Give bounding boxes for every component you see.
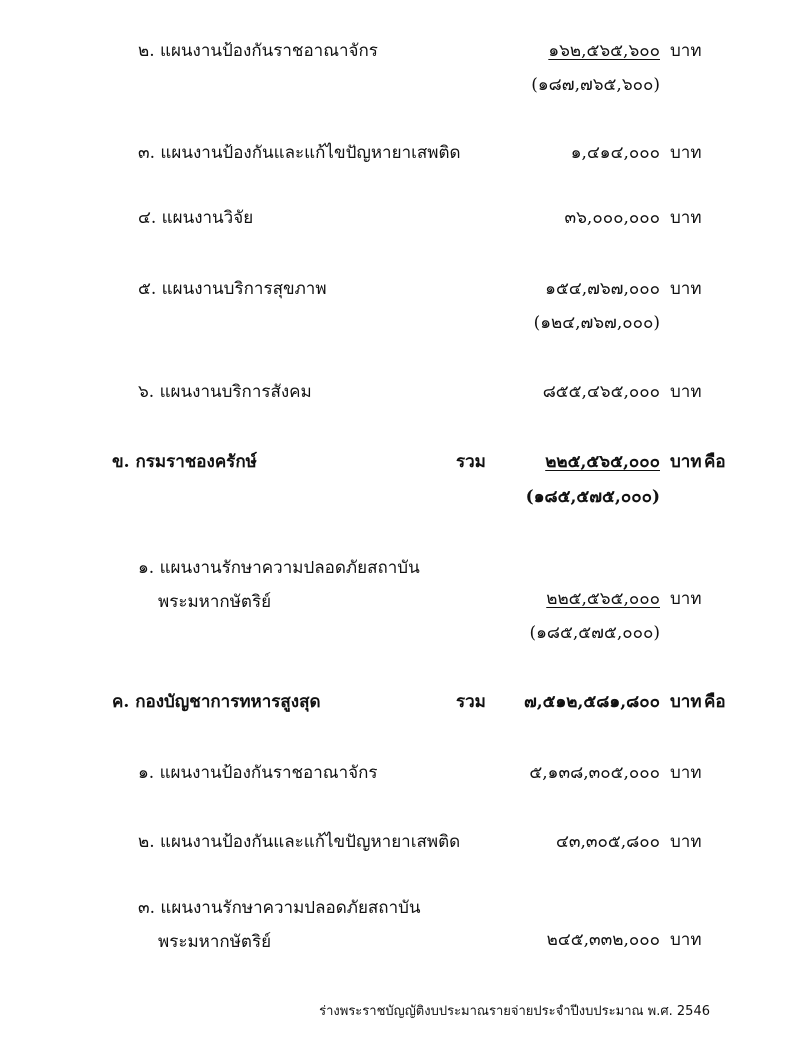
plan-label: ๖. แผนงานบริการสังคม [138,382,312,402]
unit-label: บาท [670,589,702,609]
total-label: รวม [456,452,486,472]
section-total-amount: ๒๒๕,๕๖๕,๐๐๐ [545,452,660,472]
unit-label: บาท [670,279,702,299]
plan-amount: ๒๔๕,๓๓๒,๐๐๐ [546,930,660,950]
prior-amount: (๑๘๕,๕๗๕,๐๐๐) [525,487,660,507]
unit-label: บาท [670,143,702,163]
plan-label-cont: พระมหากษัตริย์ [158,592,272,612]
unit-label: บาท [670,692,702,712]
section-heading: ค. กองบัญชาการทหารสูงสุด [112,692,321,712]
plan-label: ๒. แผนงานป้องกันและแก้ไขปัญหายาเสพติด [138,832,461,852]
plan-amount: ๔๓,๓๐๕,๘๐๐ [555,832,660,852]
prior-amount: (๑๘๕,๕๗๕,๐๐๐) [529,623,660,643]
prior-amount: (๑๘๗,๗๖๕,๖๐๐) [531,75,660,95]
unit-label: บาท [670,382,702,402]
unit-label: บาท [670,930,702,950]
plan-amount: ๕,๑๓๘,๓๐๕,๐๐๐ [529,763,660,783]
plan-label-cont: พระมหากษัตริย์ [158,932,272,952]
plan-label: ๔. แผนงานวิจัย [138,208,254,228]
plan-label: ๓. แผนงานรักษาความปลอดภัยสถาบัน [138,898,421,918]
section-total-amount: ๗,๕๑๒,๕๘๑,๘๐๐ [523,692,660,712]
unit-label: บาท [670,832,702,852]
plan-amount: ๑,๔๑๔,๐๐๐ [570,143,660,163]
plan-amount: ๑๕๔,๗๖๗,๐๐๐ [545,279,660,299]
plan-label: ๒. แผนงานป้องกันราชอาณาจักร [138,41,378,61]
total-label: รวม [456,692,486,712]
plan-amount: ๓๖,๐๐๐,๐๐๐ [564,208,660,228]
plan-label: ๑. แผนงานรักษาความปลอดภัยสถาบัน [138,558,420,578]
plan-amount: ๑๖๒,๕๖๕,๖๐๐ [548,41,660,61]
plan-label: ๕. แผนงานบริการสุขภาพ [138,279,327,299]
page-footer: ร่างพระราชบัญญัติงบประมาณรายจ่ายประจำปีงบประมาณ พ.ศ. 2546 [319,1004,710,1019]
plan-amount: ๒๒๕,๕๖๕,๐๐๐ [546,589,660,609]
plan-label: ๑. แผนงานป้องกันราชอาณาจักร [138,763,378,783]
plan-label: ๓. แผนงานป้องกันและแก้ไขปัญหายาเสพติด [138,143,461,163]
suffix-label: คือ [704,452,726,472]
unit-label: บาท [670,452,702,472]
plan-amount: ๘๕๕,๔๖๕,๐๐๐ [542,382,660,402]
prior-amount: (๑๒๔,๗๖๗,๐๐๐) [533,313,660,333]
unit-label: บาท [670,41,702,61]
section-heading: ข. กรมราชองครักษ์ [112,452,257,472]
unit-label: บาท [670,763,702,783]
unit-label: บาท [670,208,702,228]
suffix-label: คือ [704,692,726,712]
